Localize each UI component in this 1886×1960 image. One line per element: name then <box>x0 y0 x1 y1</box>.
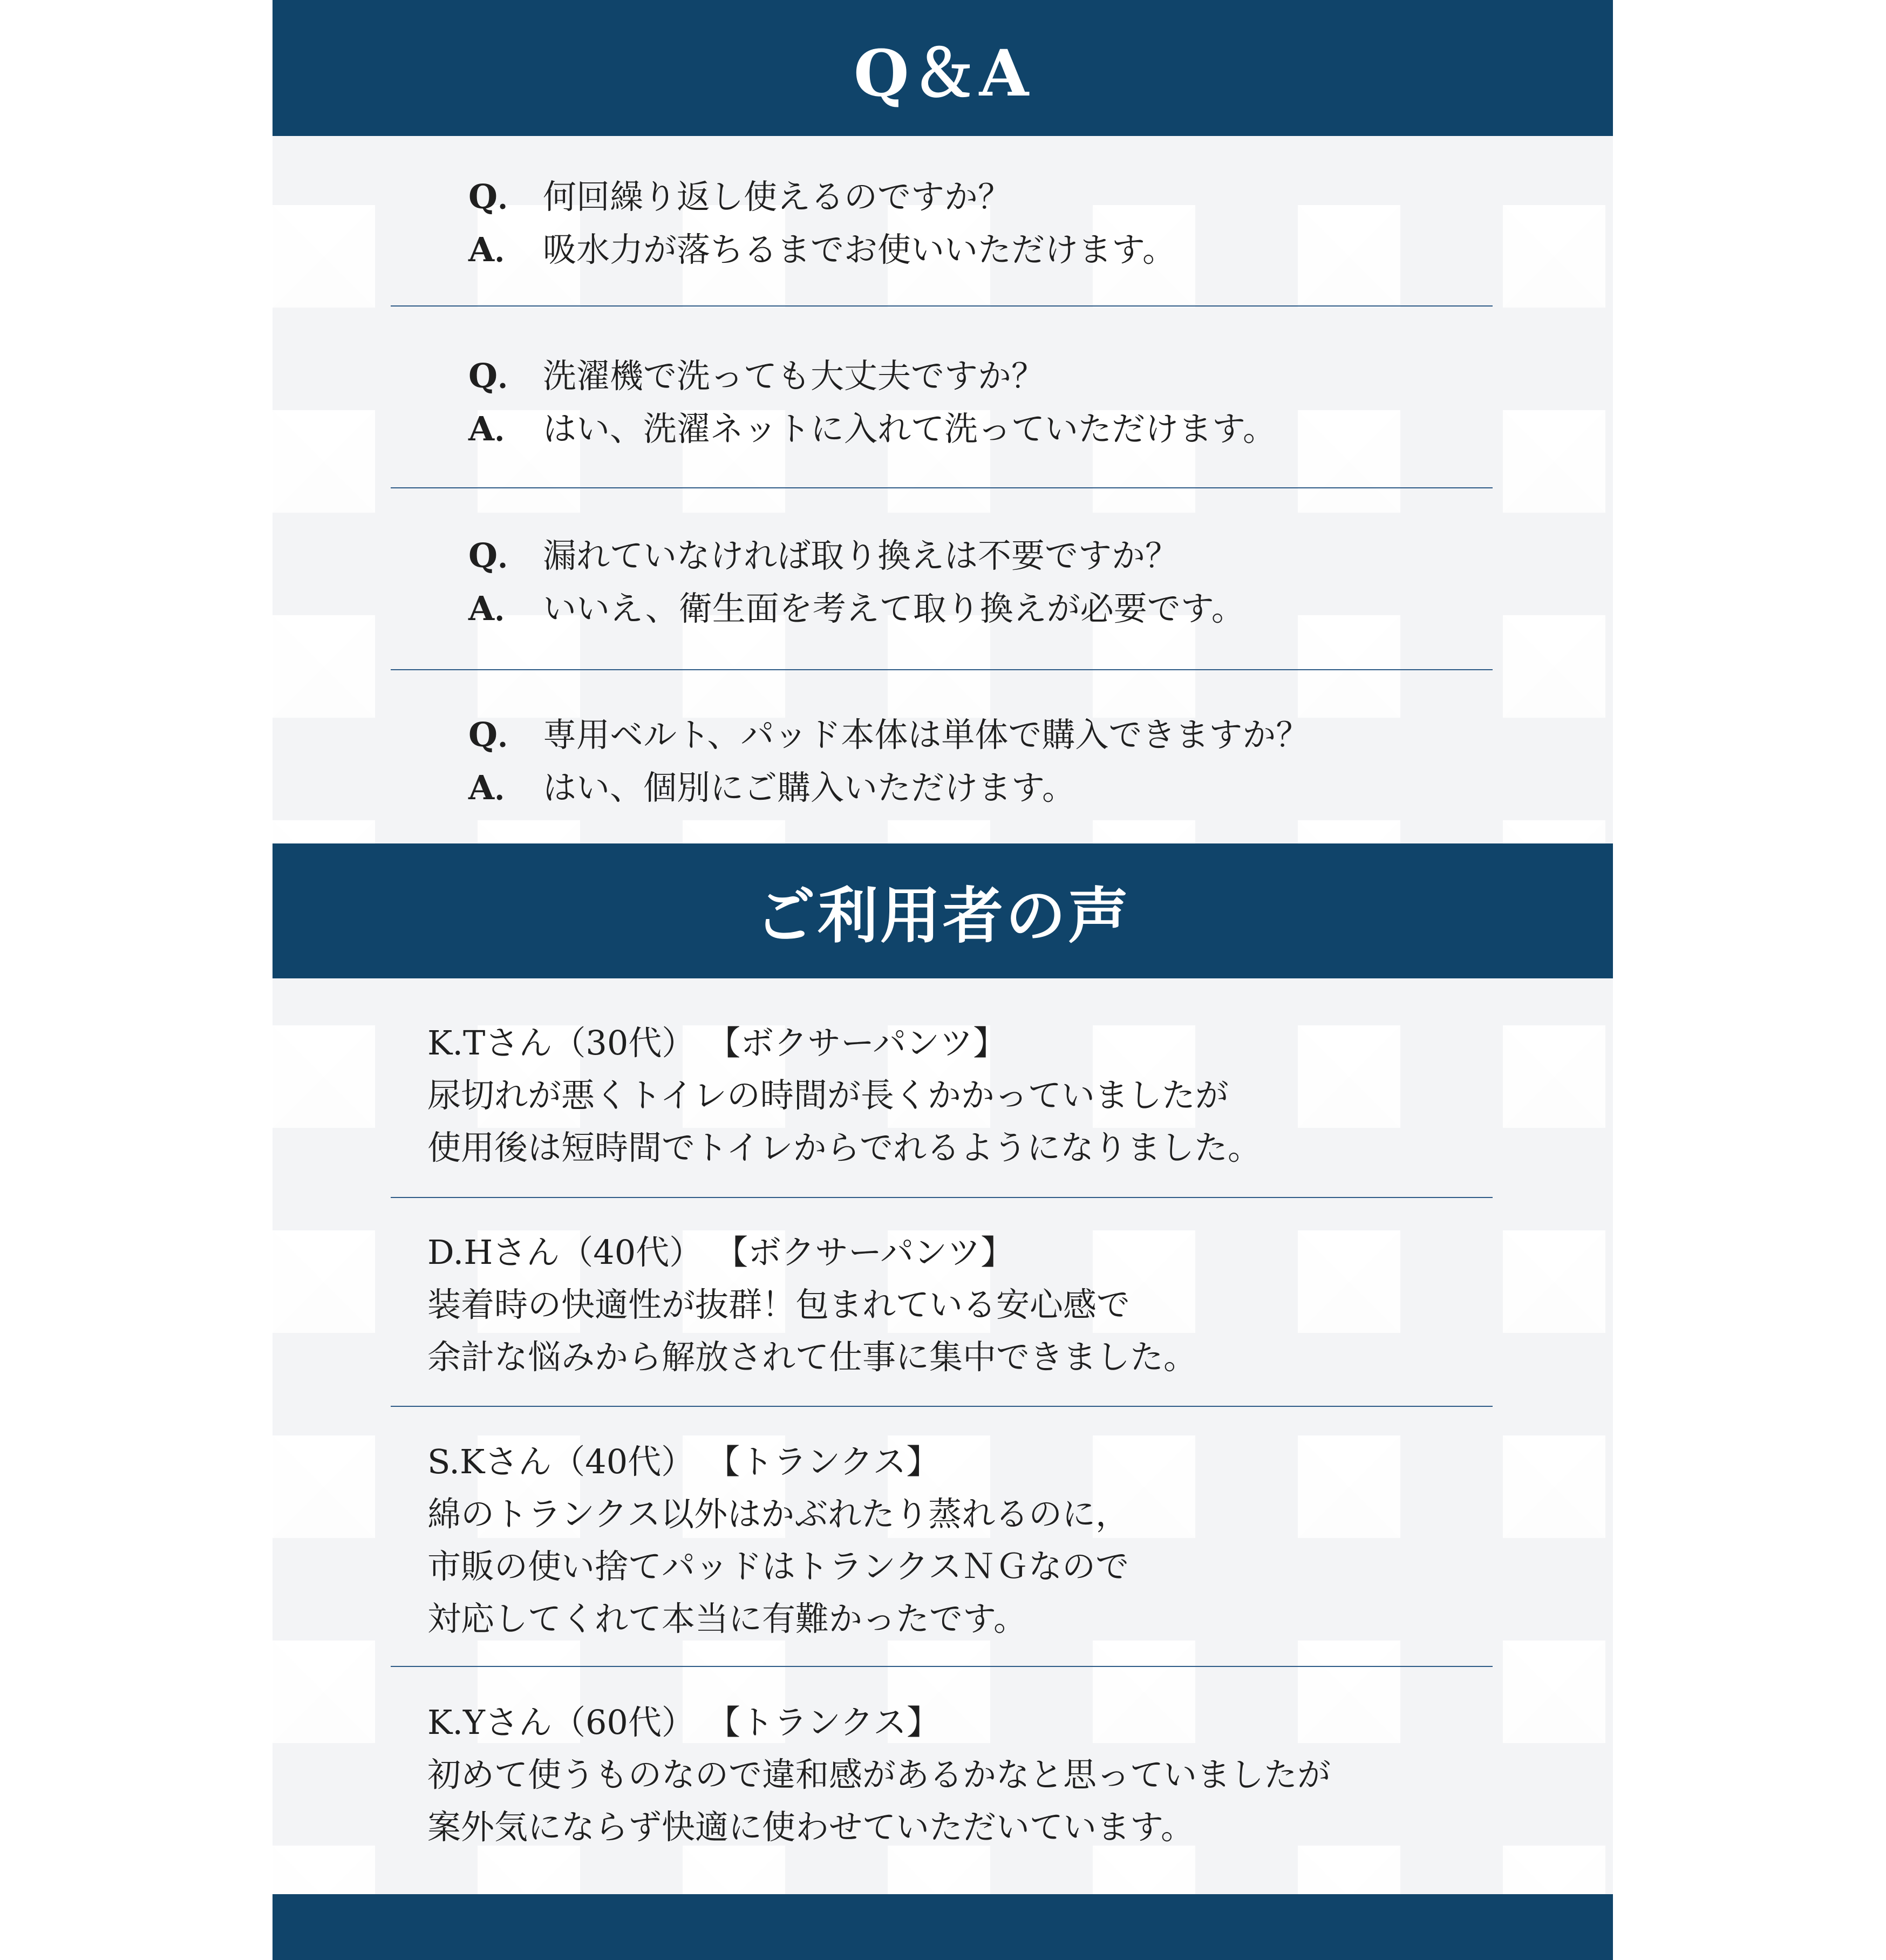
qa-divider <box>391 669 1493 670</box>
answer-prefix: A． <box>468 409 528 448</box>
voices-section-header <box>273 843 1613 978</box>
testimonial-line: 使用後は短時間でトイレからでれるようになりました。 <box>427 1128 1262 1167</box>
testimonial-product: 【ボクサーパンツ】 <box>714 1233 1015 1272</box>
testimonial-product: 【トランクス】 <box>706 1703 940 1742</box>
answer-prefix: A． <box>468 768 528 807</box>
answer-text: 吸水力が落ちるまでお使いいただけます。 <box>543 230 1176 269</box>
qa-divider <box>391 487 1493 488</box>
answer-line <box>468 761 1494 814</box>
qa-divider <box>391 305 1493 307</box>
question-prefix: Q． <box>468 536 532 575</box>
voices-title: ご利用者の声 <box>755 880 1131 951</box>
question-text: 何回繰り返し使えるのですか？ <box>543 177 1012 216</box>
question-line <box>468 709 1494 761</box>
testimonial-header <box>427 1435 1507 1488</box>
testimonial <box>427 1226 1507 1383</box>
question-prefix: Q． <box>468 715 532 754</box>
testimonial-author: D.Hさん（40代） <box>427 1233 703 1272</box>
qa-item <box>468 171 1494 276</box>
voices-divider <box>391 1197 1493 1198</box>
testimonial-header <box>427 1017 1507 1069</box>
testimonial <box>427 1435 1507 1645</box>
answer-line <box>468 582 1494 635</box>
testimonial-line: 初めて使うものなので違和感があるかなと思っていましたが <box>427 1755 1331 1794</box>
question-line <box>468 350 1494 403</box>
testimonial-line: 対応してくれて本当に有難かったです。 <box>427 1599 1027 1638</box>
testimonial-line: 市販の使い捨てパッドはトランクスＮＧなので <box>427 1547 1129 1586</box>
answer-text: はい、洗濯ネットに入れて洗っていただけます。 <box>543 409 1277 448</box>
testimonial-line: 案外気にならず快適に使わせていただいています。 <box>427 1807 1195 1847</box>
testimonial-header <box>427 1696 1507 1748</box>
qa-item <box>468 350 1494 455</box>
qa-item <box>468 709 1494 814</box>
question-line <box>468 529 1494 582</box>
qa-section-header <box>273 0 1613 136</box>
testimonial-line: 綿のトランクス以外はかぶれたり蒸れるのに， <box>427 1494 1129 1534</box>
question-line <box>468 171 1494 223</box>
question-text: 洗濯機で洗っても大丈夫ですか？ <box>543 356 1045 396</box>
testimonial-line: 装着時の快適性が抜群！包まれている安心感で <box>427 1285 1131 1324</box>
testimonial-author: K.Yさん（60代） <box>427 1703 695 1742</box>
testimonial <box>427 1017 1507 1174</box>
answer-text: いいえ、衛生面を考えて取り換えが必要です。 <box>543 589 1245 628</box>
testimonial-author: K.Tさん（30代） <box>427 1023 696 1063</box>
testimonial <box>427 1696 1507 1853</box>
testimonial-product: 【ボクサーパンツ】 <box>707 1023 1007 1063</box>
voices-divider <box>391 1406 1493 1407</box>
testimonial-line: 尿切れが悪くトイレの時間が長くかかっていましたが <box>427 1076 1229 1115</box>
qa-item <box>468 529 1494 635</box>
qa-title: Q＆A <box>853 36 1032 111</box>
question-prefix: Q． <box>468 177 532 216</box>
testimonial-header <box>427 1226 1507 1278</box>
answer-prefix: A． <box>468 230 528 269</box>
answer-line <box>468 403 1494 455</box>
answer-line <box>468 223 1494 276</box>
question-text: 専用ベルト、パッド本体は単体で購入できますか？ <box>543 715 1310 754</box>
answer-text: はい、個別にご購入いただけます。 <box>543 768 1076 807</box>
testimonial-product: 【トランクス】 <box>706 1442 940 1481</box>
question-text: 漏れていなければ取り換えは不要ですか？ <box>543 536 1179 575</box>
testimonial-author: S.Kさん（40代） <box>427 1442 695 1481</box>
footer-band <box>273 1894 1613 1960</box>
testimonial-line: 余計な悩みから解放されて仕事に集中できました。 <box>427 1337 1197 1377</box>
answer-prefix: A． <box>468 589 528 628</box>
question-prefix: Q． <box>468 356 532 396</box>
voices-divider <box>391 1666 1493 1667</box>
